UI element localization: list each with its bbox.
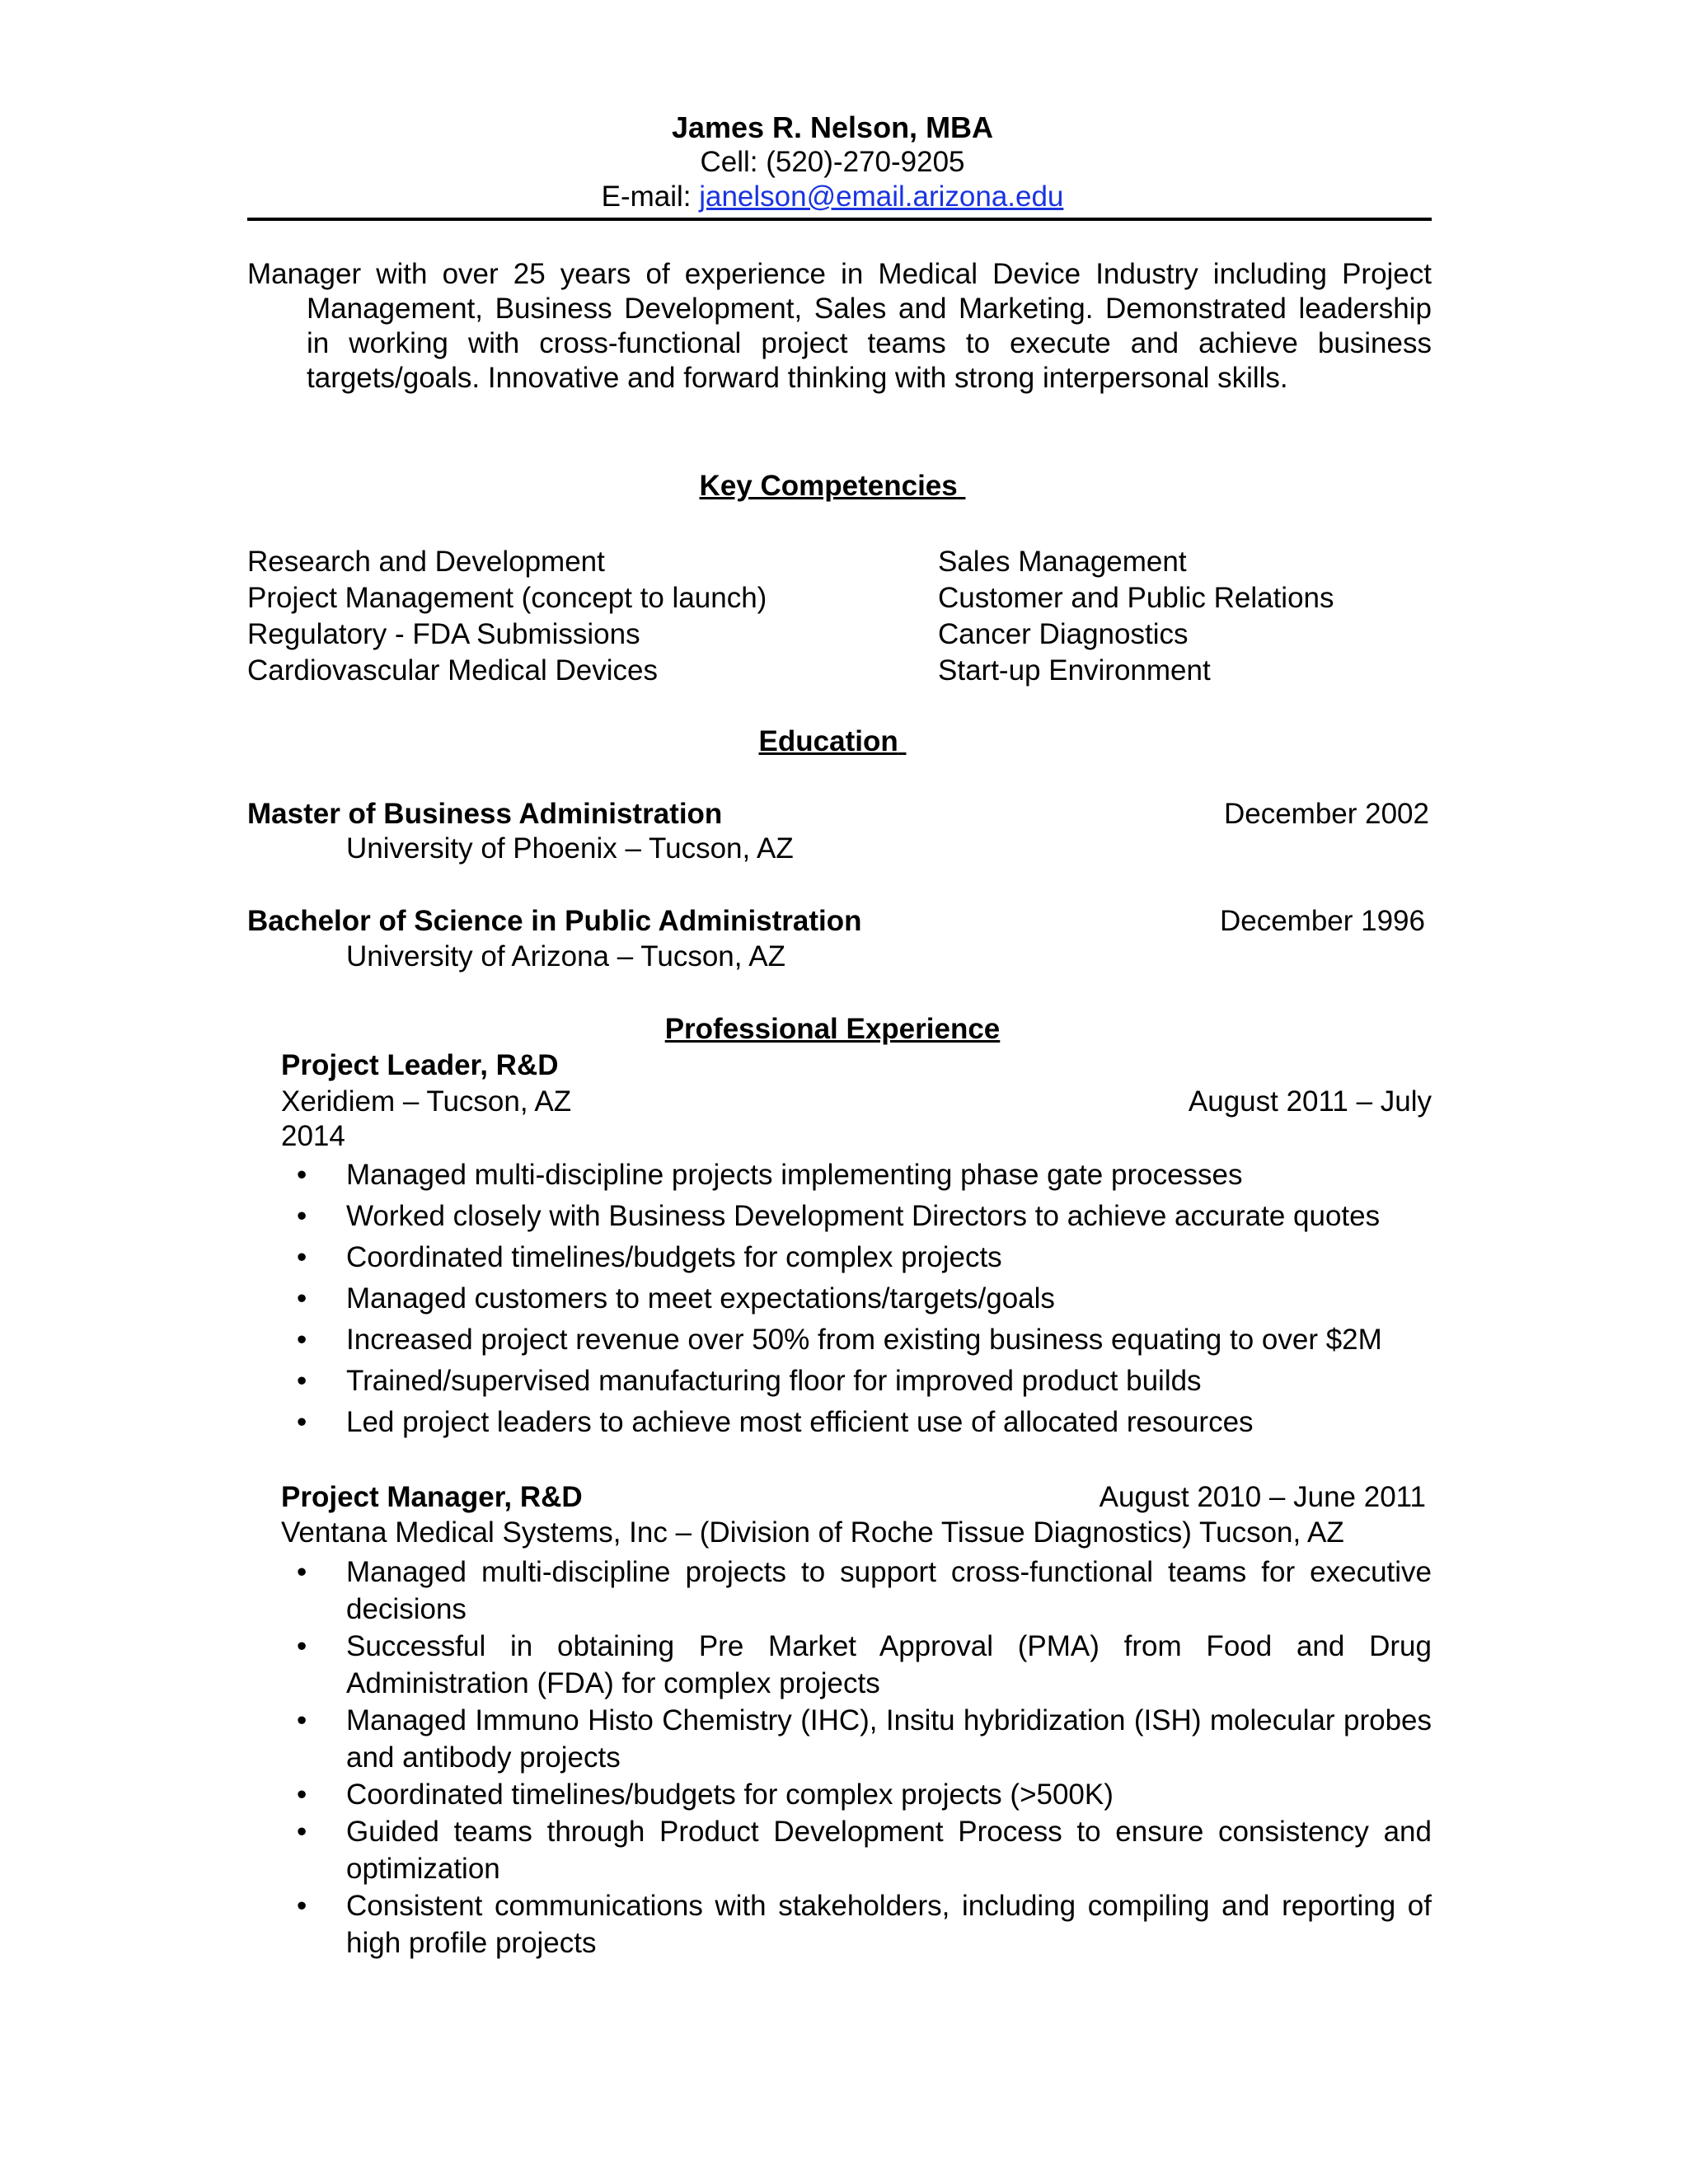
list-item: • Managed multi-discipline projects to support cross-functional teams for executive decisions (290, 1554, 1432, 1628)
list-item: • Consistent communications with stakeholders, including compiling and reporting of high profile projects (290, 1887, 1432, 1961)
email-line (247, 180, 1418, 214)
competency-item: Customer and Public Relations (938, 582, 1334, 614)
header-divider (247, 218, 1432, 221)
list-item: • Managed customers to meet expectations/targets/goals (290, 1280, 1432, 1318)
job-bullets (290, 1156, 1432, 1445)
job-company: Xeridiem – Tucson, AZ (281, 1085, 572, 1118)
competency-item: Research and Development (247, 546, 605, 578)
competency-item: Cardiovascular Medical Devices (247, 654, 658, 687)
list-item: • Trained/supervised manufacturing floor for improved product builds (290, 1362, 1432, 1400)
email-label: E-mail: (601, 180, 700, 213)
job-date: August 2010 – June 2011 (1099, 1481, 1426, 1513)
job-title: Project Leader, R&D (281, 1049, 559, 1081)
competencies-right-column (938, 544, 1334, 689)
candidate-name: James R. Nelson, MBA (671, 110, 994, 144)
competency-item: Cancer Diagnostics (938, 618, 1189, 650)
list-item: • Coordinated timelines/budgets for complex projects (290, 1239, 1432, 1277)
competency-item: Start-up Environment (938, 654, 1211, 687)
job-date-continued: 2014 (281, 1120, 345, 1152)
degree-school: University of Arizona – Tucson, AZ (346, 940, 786, 972)
list-item: • Guided teams through Product Development Process to ensure consistency and optimization (290, 1813, 1432, 1887)
job-title: Project Manager, R&D (281, 1481, 583, 1513)
professional-summary: Manager with over 25 years of experience in Medical Device Industry including Project Management, Business Development, Sales and Marketing. Demonstrated leadership in working with cross-functional project teams to execute and achieve business targets/goals. Innovative and forward thinking with strong interpersonal skills. (247, 258, 1432, 394)
competency-item: Regulatory - FDA Submissions (247, 618, 640, 650)
list-item: • Worked closely with Business Development Directors to achieve accurate quotes (290, 1197, 1432, 1235)
degree-title: Master of Business Administration (247, 798, 723, 830)
job-bullets (290, 1554, 1432, 1961)
list-item: • Managed Immuno Histo Chemistry (IHC), Insitu hybridization (ISH) molecular probes and antibody projects (290, 1702, 1432, 1776)
degree-date: December 2002 (1223, 798, 1429, 830)
email-link[interactable]: janelson@email.arizona.edu (699, 180, 1064, 213)
cell-phone: Cell: (520)-270-9205 (700, 146, 965, 178)
list-item: • Increased project revenue over 50% from existing business equating to over $2M (290, 1321, 1432, 1359)
degree-date: December 1996 (1219, 905, 1425, 937)
competency-item: Sales Management (938, 546, 1187, 578)
degree-school: University of Phoenix – Tucson, AZ (346, 832, 794, 865)
list-item: • Successful in obtaining Pre Market Approval (PMA) from Food and Drug Administration (FDA) for complex projects (290, 1628, 1432, 1702)
competencies-left-column (247, 544, 767, 689)
competencies-heading: Key Competencies (699, 470, 958, 502)
degree-title: Bachelor of Science in Public Administration (247, 905, 862, 937)
competency-item: Project Management (concept to launch) (247, 582, 767, 614)
list-item: • Coordinated timelines/budgets for complex projects (>500K) (290, 1776, 1432, 1813)
education-heading: Education (758, 725, 898, 757)
list-item: • Led project leaders to achieve most efficient use of allocated resources (290, 1404, 1432, 1441)
list-item: • Managed multi-discipline projects implementing phase gate processes (290, 1156, 1432, 1194)
experience-heading: Professional Experience (664, 1013, 1001, 1045)
job-date: August 2011 – July (1188, 1085, 1432, 1118)
job-company: Ventana Medical Systems, Inc – (Division of Roche Tissue Diagnostics) Tucson, AZ (281, 1516, 1344, 1549)
